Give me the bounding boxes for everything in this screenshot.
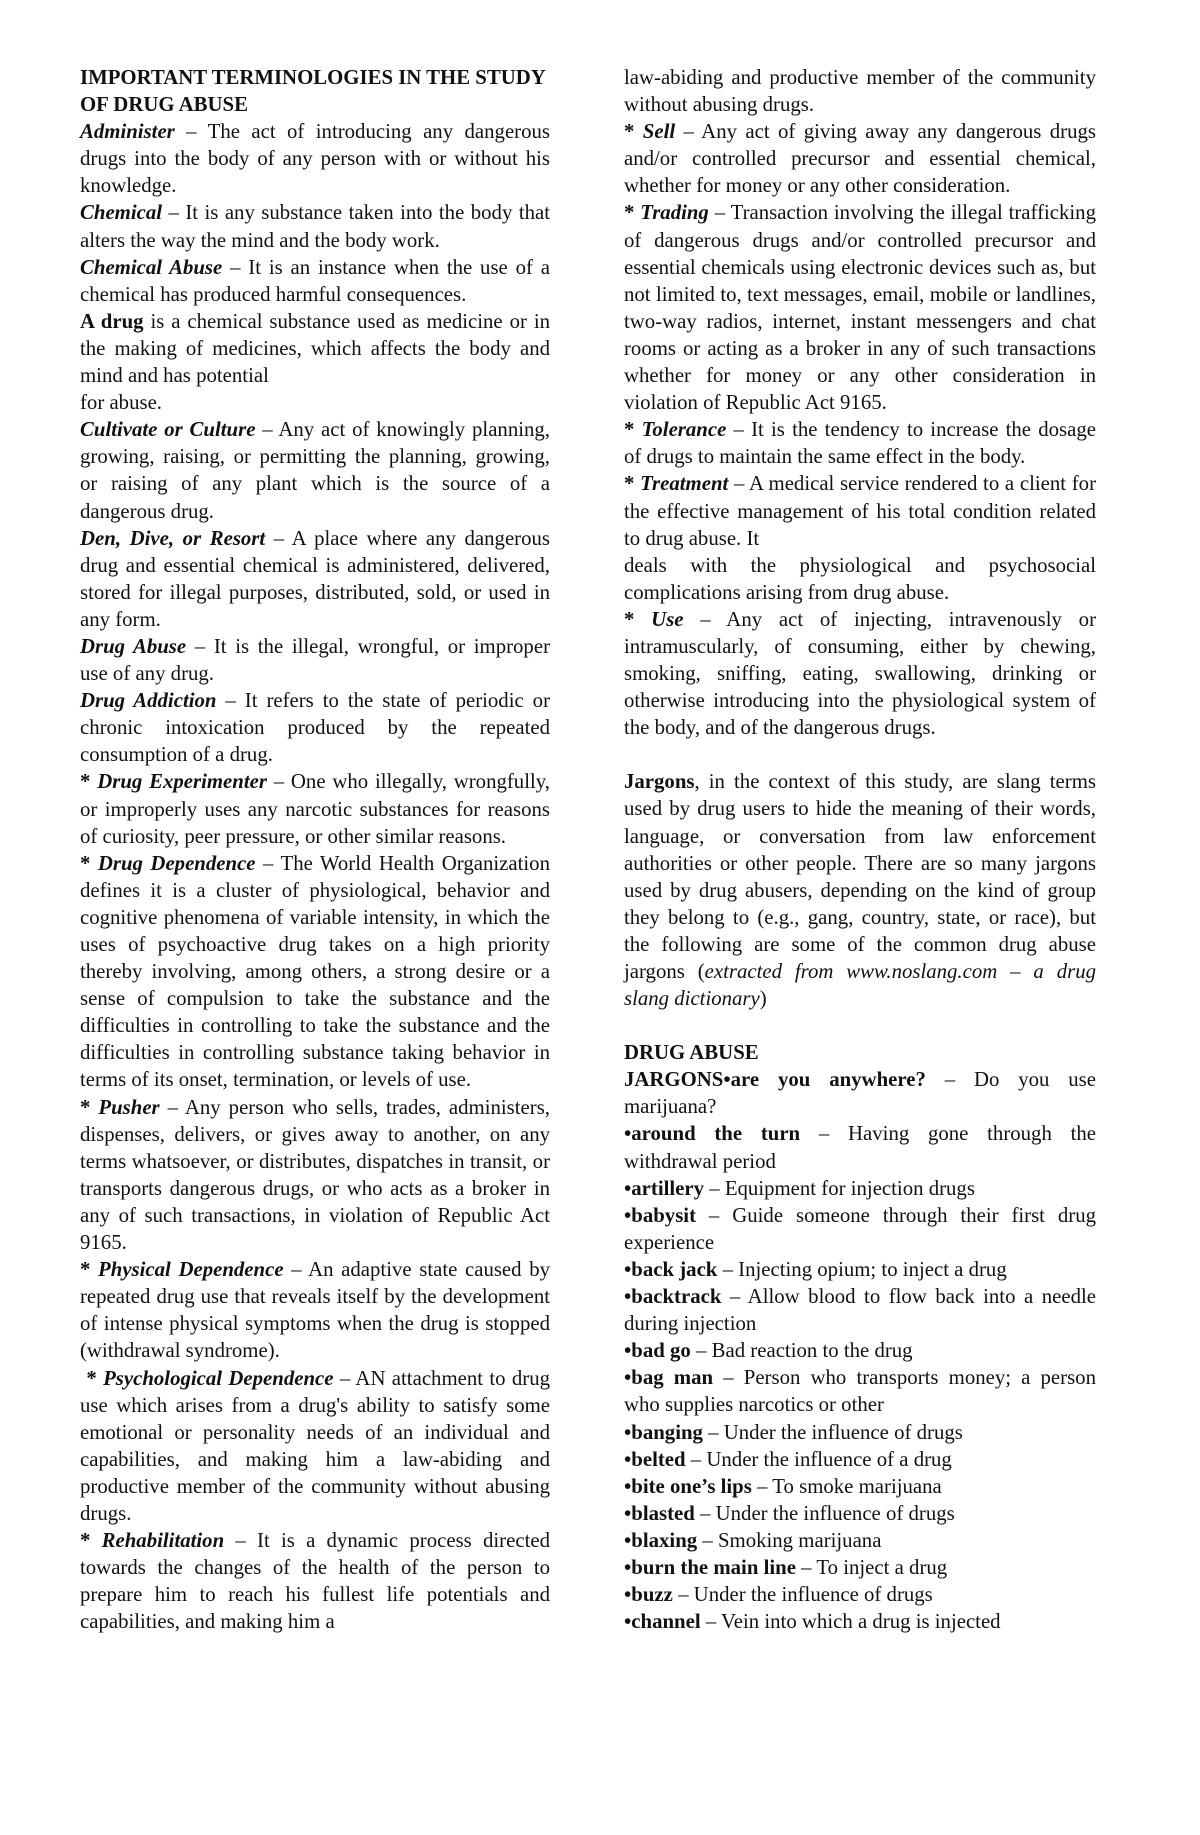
definition-text: – AN attachment to drug use which arises from a drug's ability to satisfy some emotional or personality needs of an individual and capabilities, and making him a law-abiding and productive member of the community without abusing drugs. bbox=[80, 1366, 550, 1525]
term: Chemical Abuse bbox=[80, 255, 223, 279]
term: Trading bbox=[640, 201, 709, 225]
definition-text: – Any act of knowingly planning, growing, raising, or permitting the planning, growing, or raising of any plant which is the source of a dangerous drug. bbox=[80, 418, 550, 523]
definition-text: – A place where any dangerous drug and essential chemical is administered, delivered, stored for illegal purposes, distributed, sold, or used in any form. bbox=[80, 526, 550, 631]
term: Treatment bbox=[640, 472, 729, 496]
list-item bbox=[624, 1500, 1096, 1527]
list-item bbox=[624, 1473, 1096, 1500]
star-marker: * bbox=[80, 851, 98, 875]
term: Drug Experimenter bbox=[97, 770, 267, 794]
term: A drug bbox=[80, 309, 144, 333]
definition-chemical-abuse bbox=[80, 254, 550, 308]
definition-chemical bbox=[80, 199, 550, 253]
definition-text: – It is any substance taken into the body that alters the way the mind and the body work. bbox=[80, 201, 550, 252]
list-item bbox=[624, 1527, 1096, 1554]
definition-cultivate bbox=[80, 416, 550, 524]
star-marker: * bbox=[624, 418, 642, 442]
definition-text: is a chemical substance used as medicine or in the making of medicines, which affects the body and mind and has potential bbox=[80, 309, 550, 388]
term: Psychological Dependence bbox=[103, 1366, 334, 1390]
jargon-section-heading: DRUG ABUSE bbox=[624, 1041, 759, 1065]
source-citation: extracted from www.noslang.com – a drug slang dictionary bbox=[624, 960, 1096, 1011]
term: Administer bbox=[80, 120, 175, 144]
star-marker: * bbox=[80, 1366, 104, 1390]
definition-treatment bbox=[624, 470, 1096, 605]
jargon-term: •backtrack bbox=[624, 1285, 722, 1309]
definition-text: – It is the illegal, wrongful, or improper use of any drug. bbox=[80, 634, 550, 686]
jargon-term: •bag man bbox=[624, 1366, 714, 1390]
definition-drug-experimenter bbox=[80, 768, 550, 849]
list-item bbox=[624, 1120, 1096, 1174]
definition-text: – Any act of injecting, intravenously or intramuscularly, of consuming, either by chewing, smoking, sniffing, eating, swallowing, drinking or otherwise introducing into the physiological system of the body, and of the dangerous drugs. bbox=[624, 607, 1096, 740]
jargon-term: •babysit bbox=[624, 1203, 697, 1227]
definition-text: – Any act of giving away any dangerous drugs and/or controlled precursor and essential chemical, whether for money or any other consideration. bbox=[624, 120, 1096, 198]
jargon-definition: – Having gone through the withdrawal period bbox=[624, 1122, 1096, 1173]
list-item bbox=[624, 1066, 1096, 1120]
term: Den, Dive, or Resort bbox=[80, 526, 266, 550]
paragraph-text: , in the context of this study, are slang terms used by drug users to hide the meaning of their words, language, or conversation from law enforcement authorities or other people. There are so many jargons used by drug abusers, depending on the kind of group they belong to (e.g., gang, country, state, or race), but the following are some of the common drug abuse jargons ( bbox=[624, 770, 1096, 983]
definition-drug-abuse bbox=[80, 633, 550, 687]
jargon-definition: – To inject a drug bbox=[795, 1555, 948, 1579]
definition-text: – It is an instance when the use of a chemical has produced harmful consequences. bbox=[80, 255, 550, 306]
jargon-heading-label: JARGONS bbox=[624, 1068, 724, 1092]
jargon-term: •artillery bbox=[624, 1176, 705, 1200]
star-marker: * bbox=[624, 472, 641, 496]
jargon-definition: – Vein into which a drug is injected bbox=[700, 1610, 1001, 1634]
jargon-term: •bite one’s lips bbox=[624, 1474, 752, 1498]
term: Sell bbox=[642, 120, 676, 144]
jargon-term: •are you anywhere? bbox=[723, 1068, 926, 1092]
term: Chemical bbox=[80, 201, 163, 225]
star-marker: * bbox=[80, 1095, 99, 1119]
jargon-definition: – Do you use marijuana? bbox=[624, 1068, 1096, 1119]
jargon-definition: – Bad reaction to the drug bbox=[690, 1339, 913, 1363]
definition-text: – A medical service rendered to a client for the effective management of his total condition related to drug abuse. It bbox=[624, 472, 1096, 550]
term: Pusher bbox=[98, 1095, 160, 1119]
definition-drug bbox=[80, 308, 550, 416]
definition-sell bbox=[624, 118, 1096, 199]
jargon-term: •blasted bbox=[624, 1501, 695, 1525]
term: Physical Dependence bbox=[98, 1258, 284, 1282]
definition-text: – The World Health Organization defines it is a cluster of physiological, behavior and cognitive phenomena of variable intensity, in which the uses of psychoactive drug takes on a high priority thereby involving, among others, a strong desire or a sense of compulsion to take the substance and the difficulties in controlling to take the substance and the difficulties in controlling substance taking behavior in terms of its onset, termination, or levels of use. bbox=[80, 851, 550, 1092]
jargon-definition: – Person who transports money; a person who supplies narcotics or other bbox=[624, 1366, 1096, 1417]
definition-psychological-dependence bbox=[80, 1365, 550, 1528]
jargon-definition: – Under the influence of drugs bbox=[672, 1583, 933, 1607]
continued-text: law-abiding and productive member of the community without abusing drugs. bbox=[624, 66, 1096, 117]
term: Rehabilitation bbox=[101, 1529, 225, 1553]
spacer bbox=[624, 1012, 1096, 1039]
definition-trading bbox=[624, 199, 1096, 416]
definition-text: – It is the tendency to increase the dosage of drugs to maintain the same effect in the body. bbox=[624, 418, 1096, 469]
jargon-definition: – Allow blood to flow back into a needle during injection bbox=[624, 1285, 1096, 1336]
jargon-term: •banging bbox=[624, 1420, 703, 1444]
jargon-term: •around the turn bbox=[624, 1122, 801, 1146]
star-marker: * bbox=[624, 120, 643, 144]
list-item bbox=[624, 1175, 1096, 1202]
term: Jargons bbox=[624, 770, 695, 794]
list-item bbox=[624, 1364, 1096, 1418]
jargon-term: •channel bbox=[624, 1610, 701, 1634]
definition-use bbox=[624, 606, 1096, 741]
definition-physical-dependence bbox=[80, 1256, 550, 1364]
star-marker: * bbox=[624, 607, 652, 631]
definition-text: – One who illegally, wrongfully, or improperly uses any narcotic substances for reasons of curiosity, peer pressure, or other similar reasons. bbox=[80, 770, 551, 848]
list-item bbox=[624, 1337, 1096, 1364]
definition-drug-addiction bbox=[80, 687, 550, 768]
list-item bbox=[624, 1283, 1096, 1337]
term: Drug Addiction bbox=[80, 689, 217, 713]
jargons-intro-paragraph bbox=[624, 768, 1096, 1012]
list-item bbox=[624, 1202, 1096, 1256]
right-column bbox=[624, 64, 1096, 1635]
jargon-term: •burn the main line bbox=[624, 1555, 796, 1579]
jargon-definition: – To smoke marijuana bbox=[751, 1474, 942, 1498]
jargon-definition: – Under the influence of drugs bbox=[702, 1420, 963, 1444]
definition-text: – The act of introducing any dangerous drugs into the body of any person with or without his knowledge. bbox=[80, 120, 550, 198]
spacer bbox=[624, 741, 1096, 768]
jargon-term: •blaxing bbox=[624, 1528, 698, 1552]
jargon-definition: – Smoking marijuana bbox=[697, 1528, 882, 1552]
paragraph-text-close: ) bbox=[759, 987, 767, 1011]
left-column bbox=[80, 64, 550, 1635]
document-title: IMPORTANT TERMINOLOGIES IN THE STUDY OF DRUG ABUSE bbox=[80, 66, 545, 117]
jargon-term: •buzz bbox=[624, 1583, 673, 1607]
definition-text: – It is a dynamic process directed towards the changes of the health of the person to prepare him to reach his fullest life potentials and capabilities, and making him a bbox=[80, 1529, 550, 1634]
definition-text: – Transaction involving the illegal trafficking of dangerous drugs and/or controlled precursor and essential chemicals using electronic devices such as, but not limited to, text messages, email, mobile or landlines, two-way radios, internet, instant messengers and chat rooms or acting as a broker in any of such transactions whether for money or any other consideration in violation of Republic Act 9165. bbox=[624, 201, 1096, 415]
term: Drug Abuse bbox=[80, 634, 187, 658]
definition-text-continued: for abuse. bbox=[80, 391, 162, 415]
jargon-definition: – Guide someone through their first drug experience bbox=[624, 1203, 1096, 1254]
definition-rehabilitation bbox=[80, 1527, 550, 1635]
definition-text: – Any person who sells, trades, administers, dispenses, delivers, or gives away to another, on any terms whatsoever, or distributes, dispatches in transit, or transports dangerous drugs, or who acts as a broker in any of such transactions, in violation of Republic Act 9165. bbox=[80, 1095, 550, 1255]
list-item bbox=[624, 1256, 1096, 1283]
star-marker: * bbox=[624, 201, 641, 225]
star-marker: * bbox=[80, 1258, 99, 1282]
definition-administer bbox=[80, 118, 550, 199]
term: Cultivate or Culture bbox=[80, 418, 256, 442]
definition-text-continued: deals with the physiological and psychosocial complications arising from drug abuse. bbox=[624, 553, 1096, 604]
jargon-term: •bad go bbox=[624, 1339, 691, 1363]
definition-text: – It refers to the state of periodic or chronic intoxication produced by the repeated consumption of a drug. bbox=[80, 689, 550, 767]
jargon-definition: – Under the influence of a drug bbox=[685, 1447, 952, 1471]
list-item bbox=[624, 1608, 1096, 1635]
list-item bbox=[624, 1581, 1096, 1608]
definition-tolerance bbox=[624, 416, 1096, 470]
term: Drug Dependence bbox=[97, 851, 256, 875]
definition-drug-dependence bbox=[80, 850, 550, 1094]
star-marker: * bbox=[80, 770, 98, 794]
list-item bbox=[624, 1554, 1096, 1581]
definition-pusher bbox=[80, 1094, 550, 1257]
definition-den bbox=[80, 525, 550, 633]
jargon-list bbox=[624, 1066, 1096, 1635]
jargon-definition: – Under the influence of drugs bbox=[694, 1501, 955, 1525]
list-item bbox=[624, 1419, 1096, 1446]
term: Tolerance bbox=[641, 418, 727, 442]
list-item bbox=[624, 1446, 1096, 1473]
jargon-definition: – Equipment for injection drugs bbox=[704, 1176, 975, 1200]
jargon-term: •back jack bbox=[624, 1257, 718, 1281]
jargon-definition: – Injecting opium; to inject a drug bbox=[717, 1257, 1007, 1281]
star-marker: * bbox=[80, 1529, 102, 1553]
term: Use bbox=[651, 607, 684, 631]
definition-text: – An adaptive state caused by repeated drug use that reveals itself by the development of intense physical symptoms when the drug is stopped (withdrawal syndrome). bbox=[80, 1258, 550, 1363]
jargon-term: •belted bbox=[624, 1447, 686, 1471]
